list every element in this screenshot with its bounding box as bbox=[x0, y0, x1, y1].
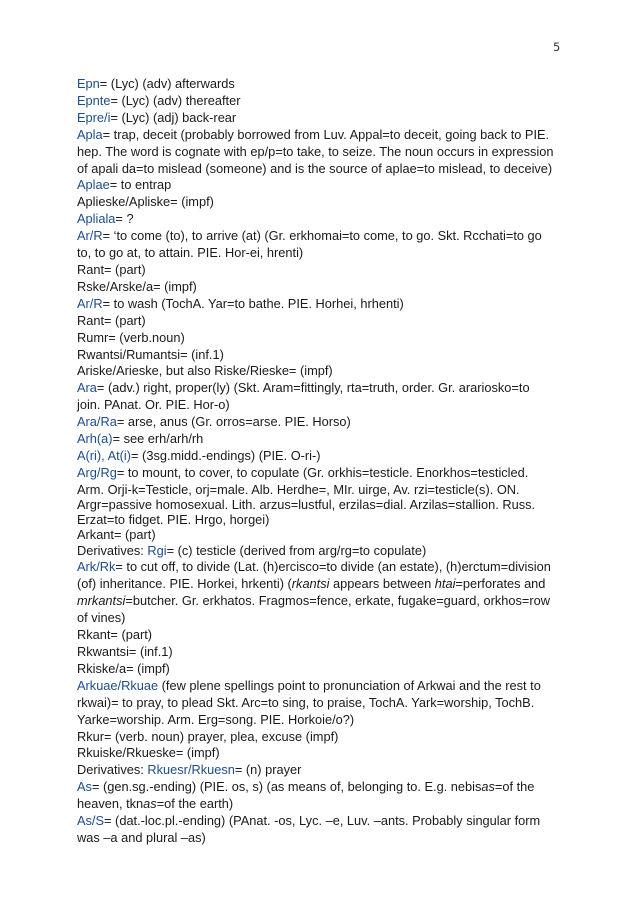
definition-text: Ariske/Arieske, but also Riske/Rieske= (impf) bbox=[77, 363, 333, 379]
definition-text: Rumr= (verb.noun) bbox=[77, 329, 185, 345]
definition-text: =butcher. Gr. erkhatos. Fragmos=fence, erkate, fugake=guard, orkhos=row bbox=[125, 593, 551, 609]
dictionary-entries bbox=[77, 76, 577, 847]
definition-text: join. PAnat. Or. PIE. Hor-o) bbox=[77, 397, 230, 413]
headword: As/S bbox=[77, 813, 105, 829]
entry-line bbox=[77, 695, 577, 712]
headword: Rgi bbox=[147, 542, 167, 558]
entry-line bbox=[77, 796, 577, 813]
italic-term: rkantsi bbox=[291, 576, 330, 592]
entry-line bbox=[77, 813, 577, 830]
definition-text: = (Lyc) (adj) back-rear bbox=[110, 109, 237, 125]
headword: Ara/Ra bbox=[77, 414, 117, 430]
italic-term: htai bbox=[434, 576, 456, 592]
entry-line bbox=[77, 729, 577, 746]
entry-line bbox=[77, 448, 577, 465]
entry-line bbox=[77, 144, 577, 161]
definition-text: =of the earth) bbox=[156, 796, 234, 812]
entry-line bbox=[77, 482, 577, 497]
headword: Rkuesr/Rkuesn bbox=[147, 762, 235, 778]
headword: Ar/R bbox=[77, 295, 103, 311]
definition-text: Derivatives: bbox=[77, 542, 148, 558]
entry-line bbox=[77, 161, 577, 178]
entry-line bbox=[77, 431, 577, 448]
entry-line bbox=[77, 527, 577, 542]
entry-line bbox=[77, 245, 577, 262]
entry-line bbox=[77, 661, 577, 678]
entry-line bbox=[77, 380, 577, 397]
entry-line bbox=[77, 593, 577, 610]
headword: A(ri), At(i) bbox=[77, 447, 132, 463]
definition-text: Derivatives: bbox=[77, 762, 148, 778]
definition-text: appears between bbox=[329, 576, 435, 592]
headword: Epn bbox=[77, 76, 100, 91]
definition-text: of apali da=to mislead (someone) and is the source of aplae=to mislead, to deceive) bbox=[77, 160, 553, 176]
definition-text: = (c) testicle (derived from arg/rg=to copulate) bbox=[166, 542, 427, 558]
italic-term: mrkantsi bbox=[77, 593, 126, 609]
headword: Ar/R bbox=[77, 228, 103, 244]
entry-line bbox=[77, 296, 577, 313]
definition-text: = (dat.-loc.pl.-ending) (PAnat. -os, Lyc. –e, Luv. –ants. Probably singular form bbox=[104, 813, 541, 829]
entry-line bbox=[77, 262, 577, 279]
definition-text: Rkiske/a= (impf) bbox=[77, 660, 170, 676]
entry-line bbox=[77, 497, 577, 512]
page-number: 5 bbox=[553, 40, 561, 54]
definition-text: of vines) bbox=[77, 610, 126, 626]
headword: Ara bbox=[77, 380, 97, 396]
headword: Aplae bbox=[77, 177, 110, 193]
definition-text: = see erh/arh/rh bbox=[112, 431, 204, 447]
entry-line bbox=[77, 330, 577, 347]
definition-text: = (n) prayer bbox=[234, 762, 302, 778]
definition-text: = (Lyc) (adv) afterwards bbox=[99, 76, 235, 91]
definition-text: = ? bbox=[115, 211, 134, 227]
definition-text: Rkuiske/Rkueske= (impf) bbox=[77, 745, 220, 761]
entry-line bbox=[77, 830, 577, 847]
entry-line bbox=[77, 414, 577, 431]
entry-line bbox=[77, 177, 577, 194]
headword: Ark/Rk bbox=[77, 559, 116, 575]
definition-text: was –a and plural –as) bbox=[77, 829, 206, 845]
entry-line bbox=[77, 363, 577, 380]
definition-text: = trap, deceit (probably borrowed from Luv. Appal=to deceit, going back to PIE. bbox=[102, 126, 550, 142]
headword: Epre/i bbox=[77, 109, 111, 125]
definition-text: hep. The word is cognate with ep/p=to take, to seize. The noun occurs in expression bbox=[77, 143, 554, 159]
definition-text: = ‘to come (to), to arrive (at) (Gr. erkhomai=to come, to go. Skt. Rcchati=to go bbox=[102, 228, 542, 244]
definition-text: Rske/Arske/a= (impf) bbox=[77, 278, 197, 294]
entry-line bbox=[77, 559, 577, 576]
entry-line bbox=[77, 110, 577, 127]
entry-line bbox=[77, 779, 577, 796]
definition-text: Arkant= (part) bbox=[77, 527, 156, 543]
definition-text: (of) inheritance. PIE. Horkei, hrkenti) ( bbox=[77, 576, 292, 592]
entry-line bbox=[77, 543, 577, 560]
definition-text: to, to go at, to attain. PIE. Hor-ei, hrenti) bbox=[77, 245, 304, 261]
definition-text: heaven, tkn bbox=[77, 796, 144, 812]
definition-text: (few plene spellings point to pronunciation of Arkwai and the rest to bbox=[158, 677, 541, 693]
italic-term: as bbox=[143, 796, 157, 812]
entry-line bbox=[77, 127, 577, 144]
definition-text: = to mount, to cover, to copulate (Gr. orkhis=testicle. Enorkhos=testicled. bbox=[116, 464, 529, 480]
definition-text: Rkant= (part) bbox=[77, 627, 153, 643]
headword: Apla bbox=[77, 126, 103, 142]
definition-text: = (adv.) right, proper(ly) (Skt. Aram=fittingly, rta=truth, order. Gr. arariosko=to bbox=[96, 380, 530, 396]
definition-text: Erzat=to fidget. PIE. Hrgo, horgei) bbox=[77, 512, 270, 528]
entry-line bbox=[77, 745, 577, 762]
entry-line bbox=[77, 627, 577, 644]
definition-text: Argr=passive homosexual. Lith. arzus=lustful, erzilas=dial. Arzilas=stallion. Russ. bbox=[77, 496, 536, 512]
headword: Apliala bbox=[77, 211, 116, 227]
definition-text: Arm. Orji-k=Testicle, orj=male. Alb. Herdhe=, MIr. uirge, Av. rzi=testicle(s). ON. bbox=[77, 481, 520, 497]
definition-text: Rant= (part) bbox=[77, 312, 146, 328]
headword: Arh(a) bbox=[77, 431, 113, 447]
definition-text: Rwantsi/Rumantsi= (inf.1) bbox=[77, 346, 224, 362]
entry-line bbox=[77, 228, 577, 245]
entry-line bbox=[77, 512, 577, 527]
entry-line bbox=[77, 644, 577, 661]
entry-line bbox=[77, 93, 577, 110]
entry-line bbox=[77, 712, 577, 729]
definition-text: = (3sg.midd.-endings) (PIE. O-ri-) bbox=[131, 447, 321, 463]
entry-line bbox=[77, 610, 577, 627]
entry-line bbox=[77, 211, 577, 228]
definition-text: Yarke=worship. Arm. Erg=song. PIE. Horkoie/o?) bbox=[77, 711, 355, 727]
definition-text: Rkur= (verb. noun) prayer, plea, excuse (impf) bbox=[77, 728, 339, 744]
italic-term: as bbox=[481, 779, 495, 795]
definition-text: = (gen.sg.-ending) (PIE. os, s) (as means of, belonging to. E.g. nebis bbox=[91, 779, 482, 795]
definition-text: = to entrap bbox=[109, 177, 172, 193]
entry-line bbox=[77, 279, 577, 296]
definition-text: = to wash (TochA. Yar=to bathe. PIE. Horhei, hrhenti) bbox=[102, 295, 404, 311]
definition-text: = to cut off, to divide (Lat. (h)ercisco=to divide (an estate), (h)erctum=division bbox=[115, 559, 551, 575]
definition-text: =perforates and bbox=[455, 576, 546, 592]
entry-line bbox=[77, 76, 577, 93]
entry-line bbox=[77, 465, 577, 482]
definition-text: Rant= (part) bbox=[77, 261, 146, 277]
entry-line bbox=[77, 347, 577, 364]
headword: Epnte bbox=[77, 92, 111, 108]
entry-line bbox=[77, 762, 577, 779]
headword: Arkuae/Rkuae bbox=[77, 677, 159, 693]
definition-text: rkwai)= to pray, to plead Skt. Arc=to sing, to praise, TochA. Yark=worship, TochB. bbox=[77, 694, 535, 710]
entry-line bbox=[77, 313, 577, 330]
definition-text: = (Lyc) (adv) thereafter bbox=[110, 92, 241, 108]
entry-line bbox=[77, 576, 577, 593]
definition-text: = arse, anus (Gr. orros=arse. PIE. Horso) bbox=[116, 414, 351, 430]
definition-text: =of the bbox=[494, 779, 535, 795]
headword: As bbox=[77, 779, 92, 795]
entry-line bbox=[77, 397, 577, 414]
definition-text: Aplieske/Apliske= (impf) bbox=[77, 194, 214, 210]
definition-text: Rkwantsi= (inf.1) bbox=[77, 644, 173, 659]
entry-line bbox=[77, 678, 577, 695]
headword: Arg/Rg bbox=[77, 464, 117, 480]
entry-line bbox=[77, 194, 577, 211]
